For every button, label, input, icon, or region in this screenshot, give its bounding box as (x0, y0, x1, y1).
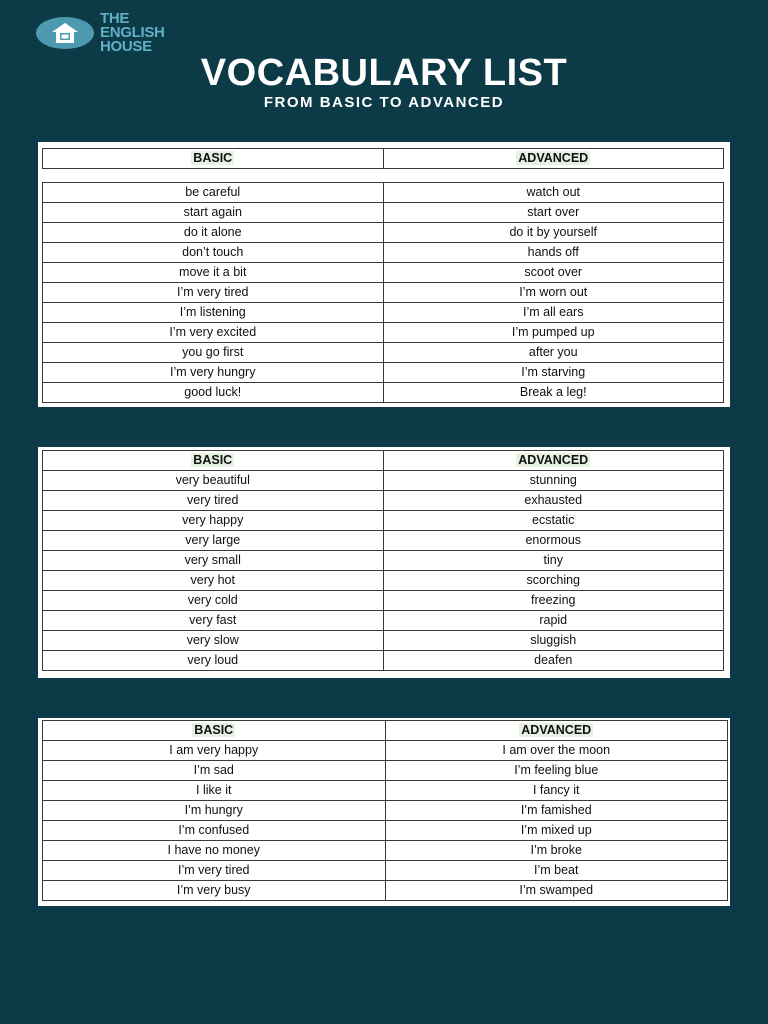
cell-advanced: exhausted (383, 491, 724, 511)
cell-basic: very small (43, 551, 384, 571)
cell-basic: very beautiful (43, 471, 384, 491)
logo-text (100, 12, 165, 54)
cell-basic: move it a bit (43, 263, 384, 283)
cell-basic: very fast (43, 611, 384, 631)
table-row (43, 781, 728, 801)
vocab-table-3 (42, 720, 728, 901)
table-row (43, 343, 724, 363)
cell-advanced: I’m mixed up (385, 821, 728, 841)
cell-basic: very tired (43, 491, 384, 511)
cell-advanced: enormous (383, 531, 724, 551)
cell-basic: I’m listening (43, 303, 384, 323)
cell-advanced: I’m worn out (383, 283, 724, 303)
cell-advanced: sluggish (383, 631, 724, 651)
table-row (43, 263, 724, 283)
table-row (43, 611, 724, 631)
cell-basic: very slow (43, 631, 384, 651)
cell-advanced: I’m swamped (385, 881, 728, 901)
cell-basic: be careful (43, 183, 384, 203)
cell-advanced: stunning (383, 471, 724, 491)
table-row (43, 511, 724, 531)
table-row (43, 591, 724, 611)
cell-basic: I’m very tired (43, 861, 386, 881)
table-row (43, 741, 728, 761)
cell-basic: start again (43, 203, 384, 223)
table-row (43, 761, 728, 781)
vocab-panel-2 (38, 447, 730, 678)
cell-basic: I’m very busy (43, 881, 386, 901)
cell-advanced: after you (383, 343, 724, 363)
cell-advanced: hands off (383, 243, 724, 263)
cell-basic: don’t touch (43, 243, 384, 263)
table-header-row (43, 149, 724, 169)
table-row (43, 303, 724, 323)
table-row (43, 801, 728, 821)
header-advanced: ADVANCED (383, 451, 724, 471)
cell-basic: I’m sad (43, 761, 386, 781)
table-row (43, 223, 724, 243)
cell-basic: I like it (43, 781, 386, 801)
cell-advanced: I’m broke (385, 841, 728, 861)
cell-advanced: start over (383, 203, 724, 223)
logo-line-2: ENGLISH (100, 24, 165, 41)
cell-advanced: watch out (383, 183, 724, 203)
table-row (43, 203, 724, 223)
cell-basic: very hot (43, 571, 384, 591)
vocab-table-1-header (42, 148, 724, 169)
cell-advanced: I am over the moon (385, 741, 728, 761)
table-header-row (43, 451, 724, 471)
header-advanced: ADVANCED (383, 149, 724, 169)
table-row (43, 323, 724, 343)
cell-basic: very happy (43, 511, 384, 531)
cell-basic: good luck! (43, 383, 384, 403)
house-icon (36, 17, 94, 49)
cell-basic: I’m confused (43, 821, 386, 841)
cell-advanced: I’m beat (385, 861, 728, 881)
table-row (43, 383, 724, 403)
table-row (43, 551, 724, 571)
cell-basic: very loud (43, 651, 384, 671)
table-header-row (43, 721, 728, 741)
header-basic: BASIC (43, 149, 384, 169)
vocab-panel-3 (38, 718, 730, 906)
logo-line-3: HOUSE (100, 38, 152, 55)
logo-line-1: THE (100, 10, 130, 27)
cell-advanced: I’m famished (385, 801, 728, 821)
cell-advanced: I’m feeling blue (385, 761, 728, 781)
table-row (43, 183, 724, 203)
header-advanced: ADVANCED (385, 721, 728, 741)
vocab-panel-1 (38, 142, 730, 407)
table-row (43, 491, 724, 511)
logo (36, 12, 165, 54)
cell-advanced: ecstatic (383, 511, 724, 531)
page-subtitle: FROM BASIC TO ADVANCED (263, 94, 505, 111)
table-row (43, 471, 724, 491)
cell-advanced: rapid (383, 611, 724, 631)
table-row (43, 821, 728, 841)
cell-advanced: I’m pumped up (383, 323, 724, 343)
cell-advanced: I’m all ears (383, 303, 724, 323)
cell-advanced: scorching (383, 571, 724, 591)
cell-basic: I am very happy (43, 741, 386, 761)
table-row (43, 631, 724, 651)
cell-advanced: scoot over (383, 263, 724, 283)
table-row (43, 841, 728, 861)
page-title: VOCABULARY LIST (200, 52, 568, 94)
table-row (43, 881, 728, 901)
cell-advanced: do it by yourself (383, 223, 724, 243)
table-row (43, 651, 724, 671)
cell-advanced: freezing (383, 591, 724, 611)
table-row (43, 243, 724, 263)
table-row (43, 861, 728, 881)
vocab-table-2 (42, 450, 724, 671)
vocab-table-1 (42, 182, 724, 403)
cell-advanced: deafen (383, 651, 724, 671)
cell-basic: I’m very hungry (43, 363, 384, 383)
cell-basic: very large (43, 531, 384, 551)
cell-advanced: I’m starving (383, 363, 724, 383)
table-row (43, 283, 724, 303)
cell-basic: I’m hungry (43, 801, 386, 821)
cell-basic: very cold (43, 591, 384, 611)
table-row (43, 363, 724, 383)
cell-basic: do it alone (43, 223, 384, 243)
cell-basic: I’m very excited (43, 323, 384, 343)
cell-basic: I’m very tired (43, 283, 384, 303)
header-basic: BASIC (43, 721, 386, 741)
cell-advanced: Break a leg! (383, 383, 724, 403)
cell-basic: I have no money (43, 841, 386, 861)
header-basic: BASIC (43, 451, 384, 471)
table-row (43, 571, 724, 591)
cell-advanced: tiny (383, 551, 724, 571)
table-row (43, 531, 724, 551)
cell-basic: you go first (43, 343, 384, 363)
cell-advanced: I fancy it (385, 781, 728, 801)
